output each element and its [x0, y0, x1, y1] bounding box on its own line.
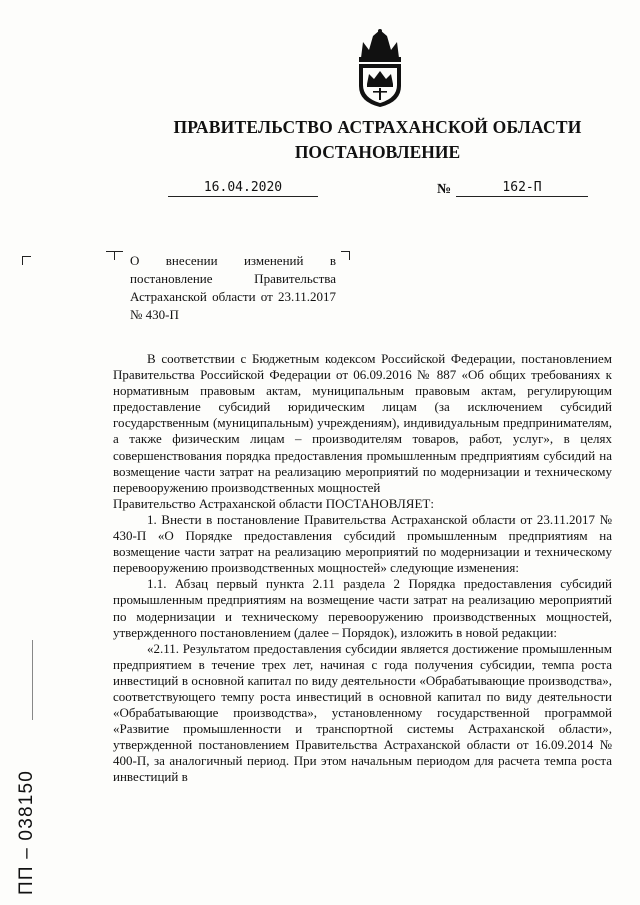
document-body — [113, 351, 612, 786]
clause-paragraph: 1.1. Абзац первый пункта 2.11 раздела 2 Порядка предоставления субсидий промышленным предприятиям на возмещение части затрат на реализацию мероприятий по модернизации и техническому перевооружению производственных мощностей, утвержденного постановлением (далее – Порядок), изложить в новой редакции: — [113, 576, 612, 640]
corner-mark — [22, 256, 31, 265]
corner-mark — [341, 251, 350, 260]
resolution-line: Правительство Астраханской области ПОСТАНОВЛЯЕТ: — [113, 495, 434, 511]
preamble-paragraph: В соответствии с Бюджетным кодексом Российской Федерации, постановлением Правительства Российской Федерации от 06.09.2016 № 887 «Об общих требованиях к нормативным правовым актам, муниципальным правовым актам, регулирующим предоставление субсидий юридическим лицам (за исключением субсидий государственным (муниципальным) учреждениям), индивидуальным предпринимателям, а также физическим лицам – производителям товаров, работ, услуг», в целях совершенствования порядка предоставления промышленным предприятиям субсидий на возмещение части затрат на реализацию мероприятий по модернизации и техническому перевооружению производственных мощностей — [113, 351, 612, 495]
astrakhan-coat-of-arms-icon — [353, 28, 407, 108]
clause-paragraph: 1. Внести в постановление Правительства Астраханской области от 23.11.2017 № 430-П «О Порядке предоставления субсидий промышленным предприятиям на возмещение части затрат на реализацию мероприятий по модернизации и техническому перевооружению производственных мощностей» следующие изменения: — [113, 511, 612, 576]
document-subject: О внесении изменений в постановление Правительства Астраханской области от 23.11.2017 № 430-П — [130, 253, 336, 322]
number-label: № — [437, 182, 452, 197]
clause-paragraph: «2.11. Результатом предоставления субсидии является достижение промышленным предприятием в течение трех лет, начиная с года получения субсидии, темпа роста инвестиций в основной капитал по виду деятельности «Обрабатывающие производства», соответствующего темпу роста инвестиций в основной капитал по виду деятельности «Обрабатывающие производства», установленному государственной программой «Развитие промышленности и транспортной системы Астраханской области», утвержденной постановлением Правительства Астраханской области от 16.09.2014 № 400-П, за аналогичный период. При этом начальным периодом для расчета темпа роста инвестиций в — [113, 640, 612, 785]
margin-divider — [32, 640, 33, 720]
government-title: ПРАВИТЕЛЬСТВО АСТРАХАНСКОЙ ОБЛАСТИ — [173, 117, 582, 137]
document-number: 162-П — [456, 180, 588, 197]
document-date: 16.04.2020 — [168, 180, 318, 197]
document-type: ПОСТАНОВЛЕНИЕ — [294, 142, 461, 162]
corner-mark — [114, 251, 123, 260]
